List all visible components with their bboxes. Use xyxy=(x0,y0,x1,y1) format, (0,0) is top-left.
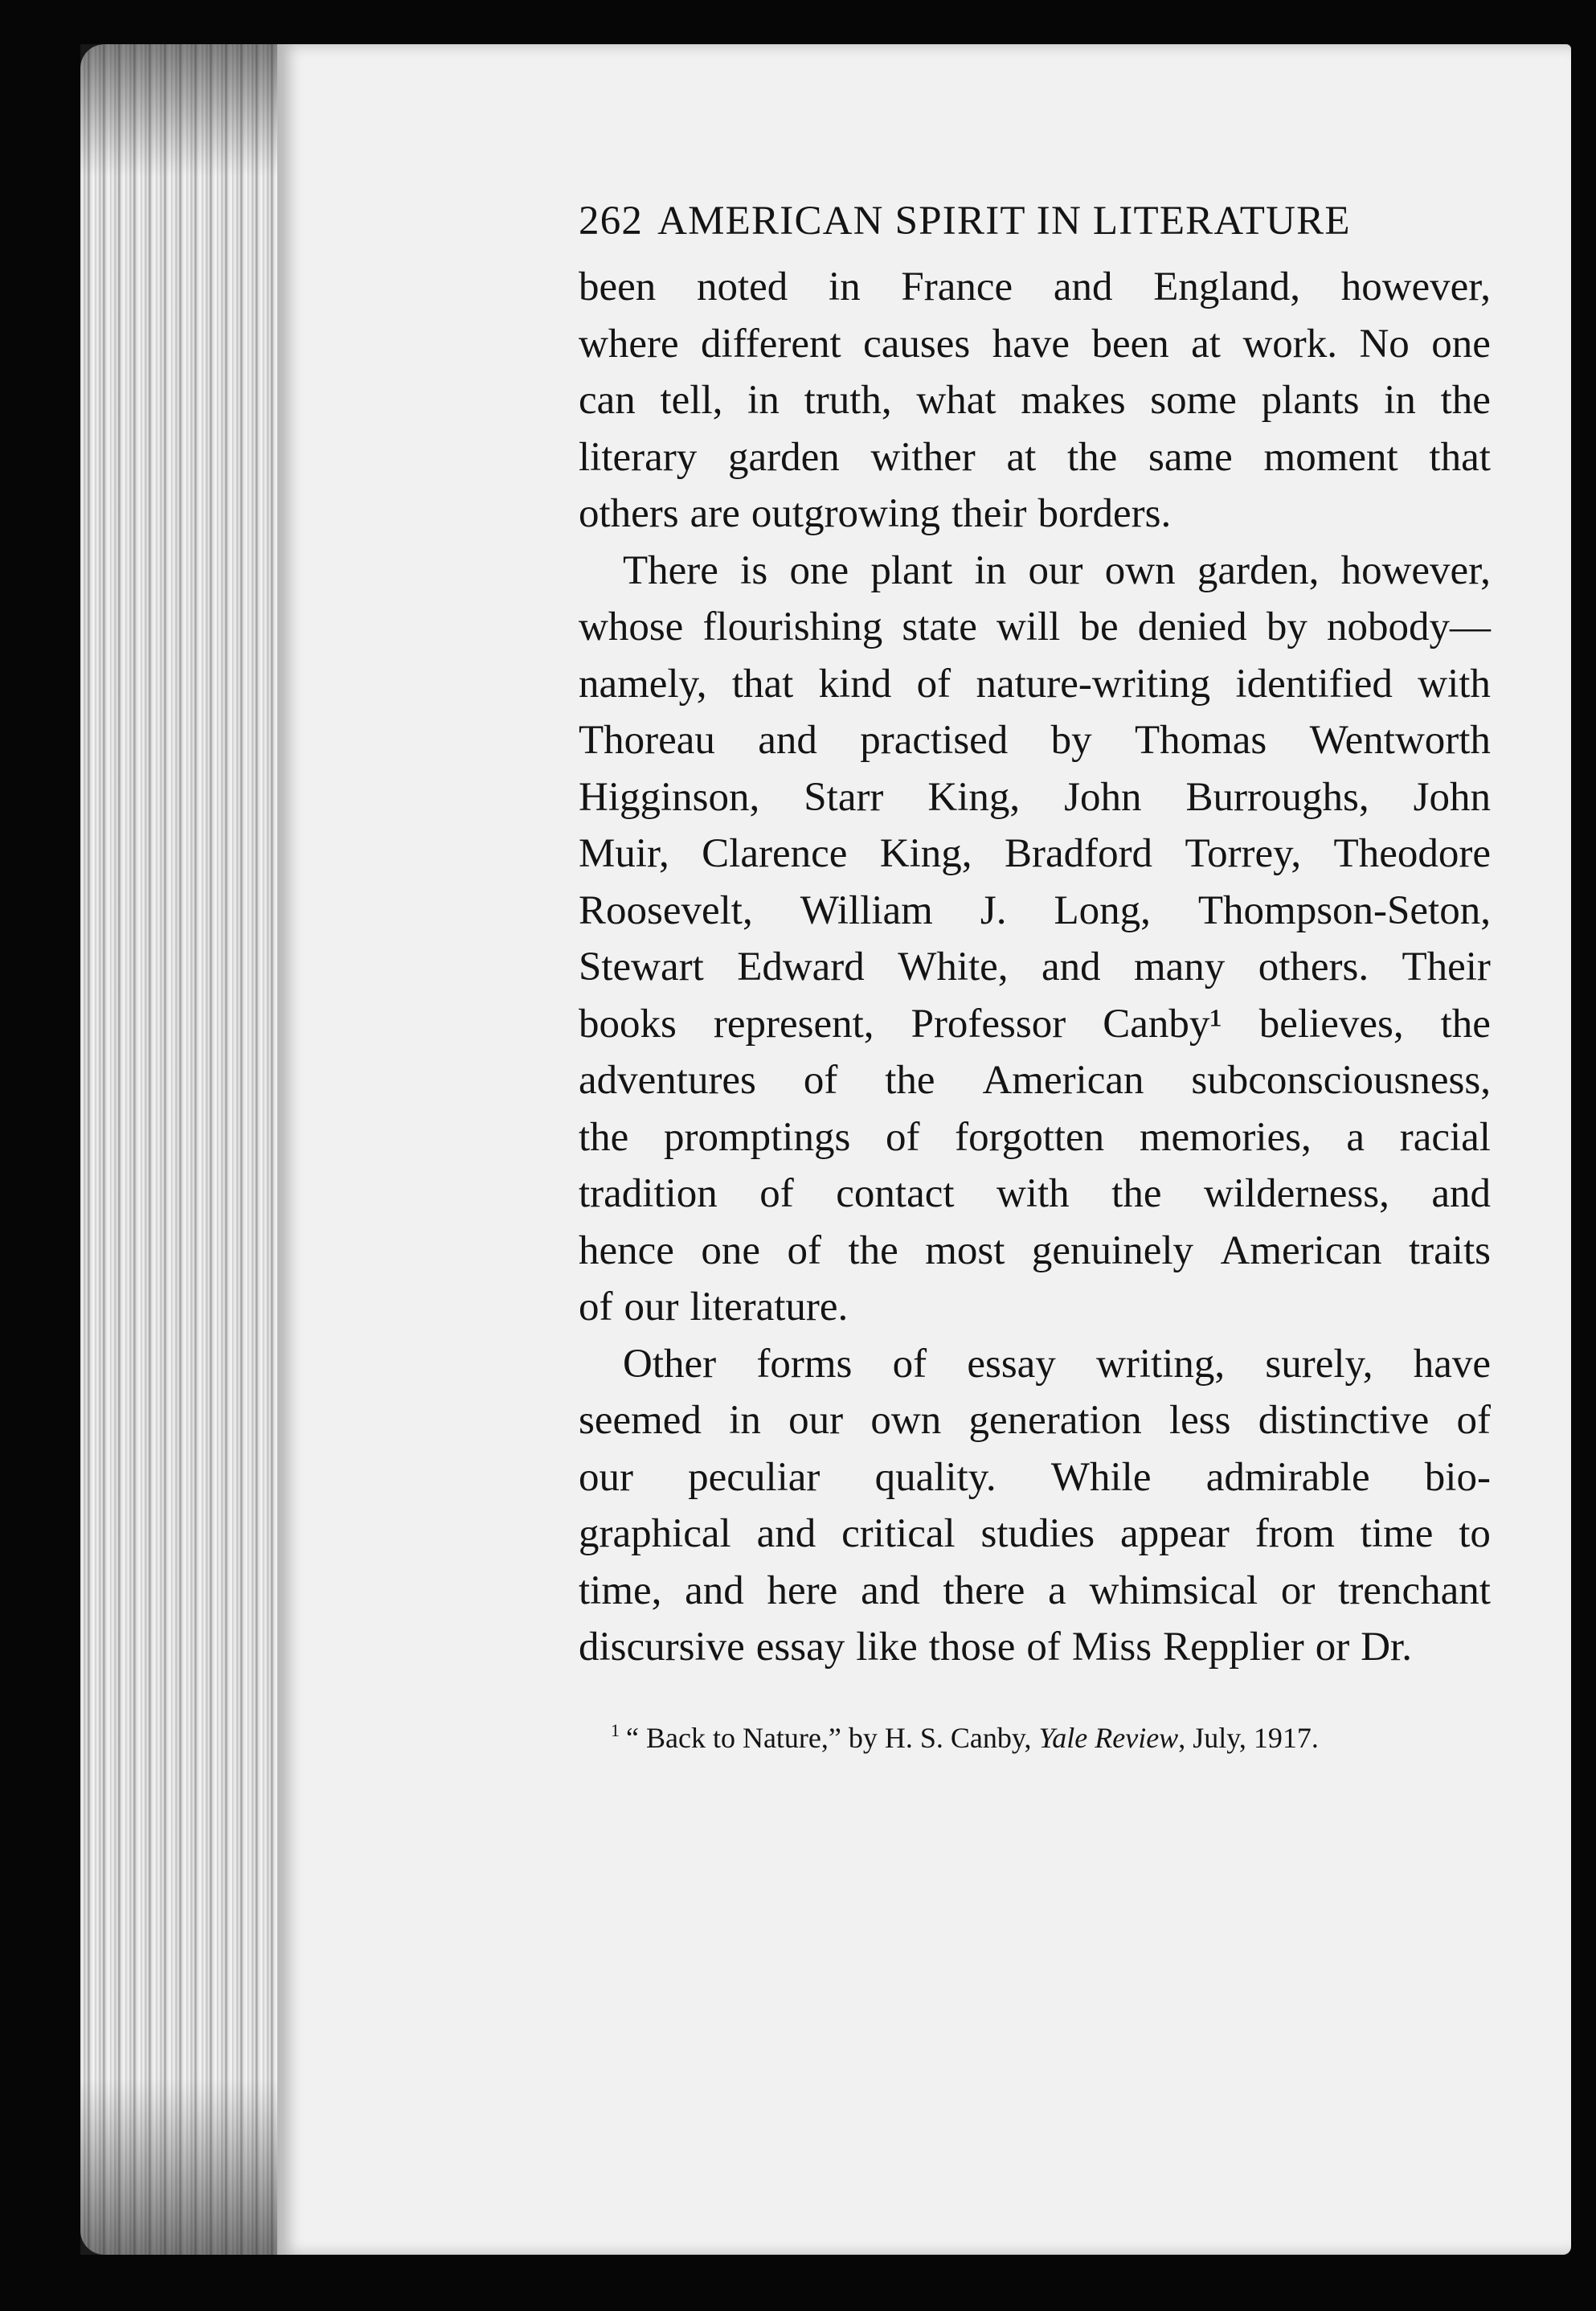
footnote xyxy=(579,1711,1491,1757)
text-line: others are outgrowing their borders. xyxy=(579,491,1172,536)
page-content xyxy=(579,183,1491,1757)
text-line: where different causes have been at work. No one xyxy=(579,321,1491,367)
text-line: the promptings of forgotten memories, a racial xyxy=(579,1114,1491,1160)
text-line: can tell, in truth, what makes some plants in the xyxy=(579,378,1491,423)
text-line: discursive essay like those of Miss Repplier or Dr. xyxy=(579,1625,1412,1670)
text-line: Thoreau and practised by Thomas Wentworth xyxy=(579,718,1491,763)
text-line: adventures of the American subconsciousness, xyxy=(579,1058,1491,1103)
text-line: graphical and critical studies appear from time to xyxy=(579,1511,1491,1556)
text-line: Higginson, Starr King, John Burroughs, John xyxy=(579,774,1491,820)
paragraph xyxy=(579,1336,1491,1676)
footnote-text-before: “ Back to Nature,” by H. S. Canby, xyxy=(626,1721,1039,1754)
footnote-marker: 1 xyxy=(611,1719,620,1740)
text-line: Muir, Clarence King, Bradford Torrey, Theodore xyxy=(579,831,1491,876)
paragraph xyxy=(579,259,1491,543)
text-line: Other forms of essay writing, surely, have xyxy=(623,1341,1491,1387)
text-line: time, and here and there a whimsical or trenchant xyxy=(579,1567,1491,1613)
text-line: books represent, Professor Canby¹ believes, the xyxy=(579,1001,1491,1047)
text-line: There is one plant in our own garden, however, xyxy=(623,547,1491,593)
footnote-journal: Yale Review xyxy=(1038,1721,1179,1754)
text-line: seemed in our own generation less distinctive of xyxy=(579,1398,1491,1443)
running-head xyxy=(579,183,1491,259)
text-line: our peculiar quality. While admirable bio- xyxy=(579,1454,1491,1500)
text-line: Roosevelt, William J. Long, Thompson-Seton, xyxy=(579,887,1491,933)
paragraph xyxy=(579,543,1491,1336)
body-text xyxy=(579,259,1491,1676)
text-line: whose flourishing state will be denied by nobody— xyxy=(579,604,1491,649)
text-line: hence one of the most genuinely American traits xyxy=(579,1227,1491,1273)
page-number: 262 xyxy=(579,199,644,244)
text-line: been noted in France and England, however, xyxy=(579,264,1491,309)
footnote-text-after: , July, 1917. xyxy=(1178,1721,1319,1754)
text-line: tradition of contact with the wilderness, and xyxy=(579,1171,1491,1216)
text-line: Stewart Edward White, and many others. Their xyxy=(579,944,1491,990)
running-title: AMERICAN SPIRIT IN LITERATURE xyxy=(657,199,1351,244)
text-line: of our literature. xyxy=(579,1285,849,1330)
text-line: literary garden wither at the same moment that xyxy=(579,434,1491,480)
book-page-edges xyxy=(80,44,301,2255)
text-line: namely, that kind of nature-writing identified with xyxy=(579,661,1491,707)
